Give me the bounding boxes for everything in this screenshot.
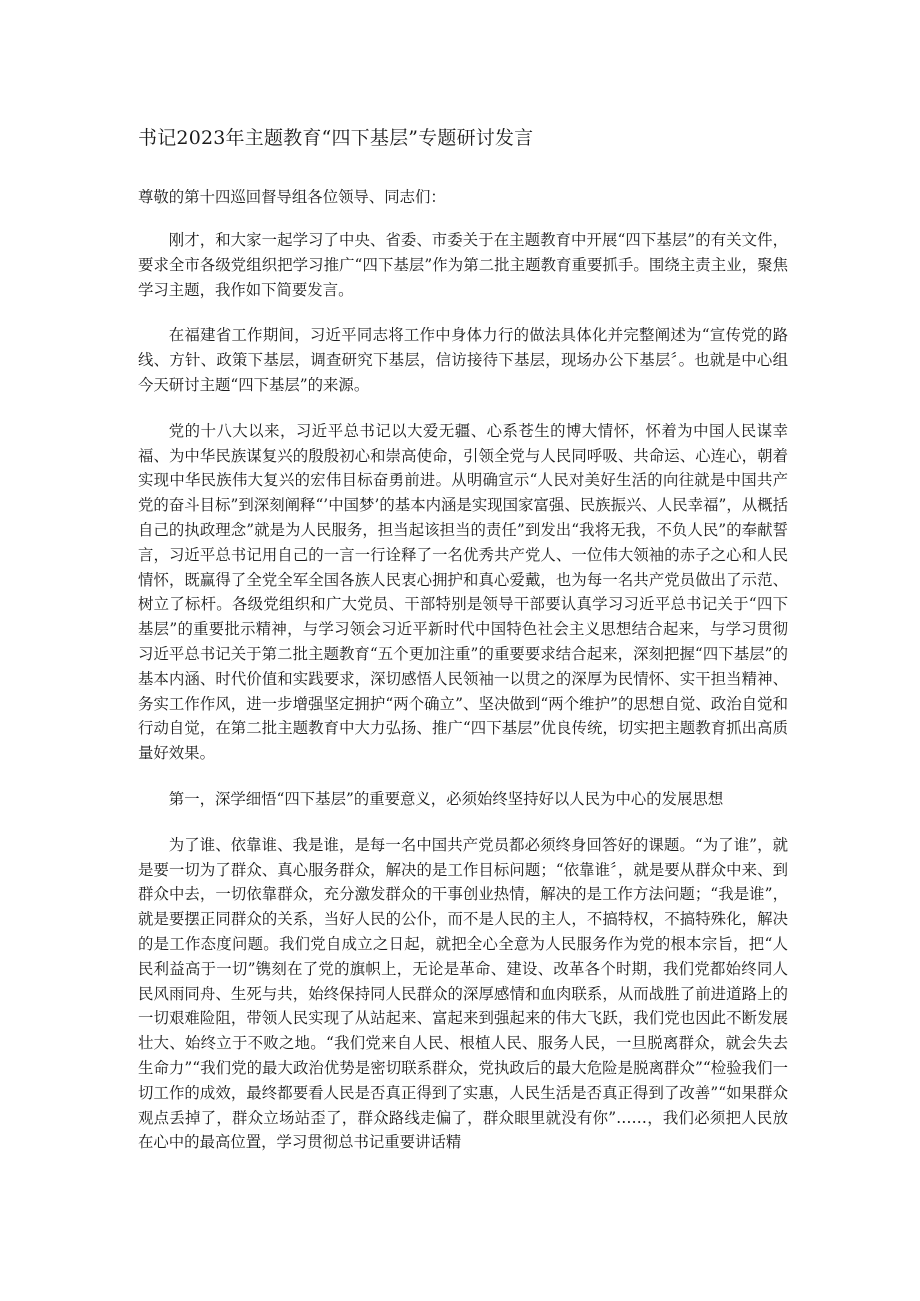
paragraph-origin: 在福建省工作期间，习近平同志将工作中身体力行的做法具体化并完整阐述为“宣传党的路线、方针、政策下基层，调查研究下基层，信访接待下基层，现场办公下基层〞。也就是中心组今天研讨主题“四下基层”的来源。 [138, 326, 788, 394]
salutation: 尊敬的第十四巡回督导组各位领导、同志们： [138, 188, 446, 206]
section-heading-first: 第一，深学细悟“四下基层”的重要意义，必须始终坚持好以人民为中心的发展思想 [168, 789, 724, 808]
document-body [138, 228, 788, 1176]
paragraph-opening: 刚才，和大家一起学习了中央、省委、市委关于在主题教育中开展“四下基层”的有关文件，要求全市各级党组织把学习推广“四下基层”作为第二批主题教育重要抓手。围绕主责主业，聚焦学习主题，我作如下简要发言。 [138, 231, 788, 299]
paragraph-since-18th-congress: 党的十八大以来，习近平总书记以大爱无疆、心系苍生的博大情怀，怀着为中国人民谋幸福、为中华民族谋复兴的殷殷初心和崇高使命，引领全党与人民同呼吸、共命运、心连心，朝着实现中华民族伟大复兴的宏伟目标奋勇前进。从明确宣示“人民对美好生活的向往就是中国共产党的奋斗目标”到深刻阐释“’中国梦’的基本内涵是实现国家富强、民族振兴、人民幸福”，从概括自己的执政理念”就是为人民服务，担当起该担当的责任”到发出“我将无我，不负人民”的奉献誓言，习近平总书记用自己的一言一行诠释了一名优秀共产党人、一位伟大领袖的赤子之心和人民情怀，既赢得了全党全军全国各族人民衷心拥护和真心爱戴，也为每一名共产党员做出了示范、树立了标杆。各级党组织和广大党员、干部特别是领导干部要认真学习习近平总书记关于“四下基层”的重要批示精神，与学习领会习近平新时代中国特色社会主义思想结合起来，与学习贯彻习近平总书记关于第二批主题教育“五个更加注重”的重要要求结合起来，深刻把握“四下基层”的基本内涵、时代价值和实践要求，深切感悟人民领袖一以贯之的深厚为民情怀、实干担当精神、务实工作作风，进一步增强坚定拥护“两个确立”、坚决做到“两个维护”的思想自觉、政治自觉和行动自觉，在第二批主题教育中大力弘扬、推广“四下基层”优良传统，切实把主题教育抓出高质量好效果。 [138, 421, 788, 763]
paragraph-for-whom: 为了谁、依靠谁、我是谁，是每一名中国共产党员都必须终身回答好的课题。“为了谁”，就是要一切为了群众、真心服务群众，解决的是工作目标问题；“依靠谁〞，就是要从群众中来、到群众中去，一切依靠群众，充分激发群众的干事创业热情，解决的是工作方法问题；“我是谁”，就是要摆正同群众的关系，当好人民的公仆，而不是人民的主人，不搞特权，不搞特殊化，解决的是工作态度问题。我们党自成立之日起，就把全心全意为人民服务作为党的根本宗旨，把“人民利益高于一切”镌刻在了党的旗帜上，无论是革命、建设、改革各个时期，我们党都始终同人民风雨同舟、生死与共，始终保持同人民群众的深厚感情和血肉联系，从而战胜了前进道路上的一切艰难险阻，带领人民实现了从站起来、富起来到强起来的伟大飞跃，我们党也因此不断发展壮大、始终立于不败之地。“我们党来自人民、根植人民、服务人民，一旦脱离群众，就会失去生命力”“我们党的最大政治优势是密切联系群众，党执政后的最大危险是脱离群众”“检验我们一切工作的成效，最终都要看人民是否真正得到了实惠，人民生活是否真正得到了改善”“如果群众观点丢掉了，群众立场站歪了，群众路线走偏了，群众眼里就没有你”……，我们必须把人民放在心中的最高位置，学习贯彻总书记重要讲话精 [138, 835, 788, 1152]
document-title: 书记2023年主题教育“四下基层”专题研讨发言 [138, 127, 534, 149]
